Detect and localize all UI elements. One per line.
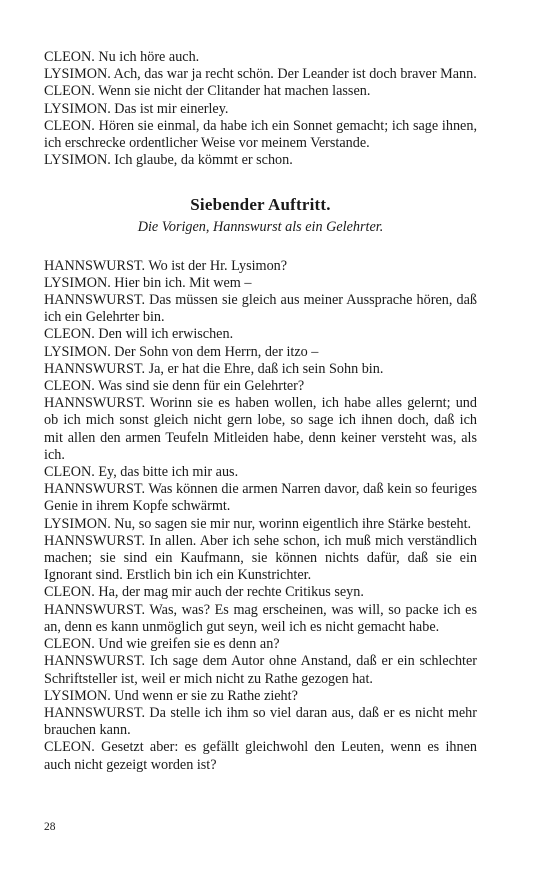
stage-direction: Die Vorigen, Hannswurst als ein Gelehrter. (137, 219, 384, 236)
dialogue-line: LYSIMON. Ich glaube, da kömmt er schon. (44, 152, 293, 169)
dialogue-line: LYSIMON. Der Sohn von dem Herrn, der itzo – (44, 343, 319, 360)
dialogue-line: HANNSWURST. Worinn sie es haben wollen, ich habe alles gelernt; und ob ich mich sonst gleich nicht gern lobe, so sage ich ihnen doch, daß ich mit allen den armen Teufeln Mitleiden habe, denn keiner versteht was, als ich. (44, 395, 477, 463)
dialogue-line: CLEON. Wenn sie nicht der Clitander hat machen lassen. (44, 83, 371, 100)
dialogue-line: LYSIMON. Das ist mir einerley. (44, 100, 229, 117)
scene-title: Siebender Auftritt. (190, 195, 331, 215)
dialogue-line: LYSIMON. Ach, das war ja recht schön. Der Leander ist doch braver Mann. (44, 66, 477, 83)
dialogue-line: CLEON. Hören sie einmal, da habe ich ein Sonnet gemacht; ich sage ihnen, ich erschrecke ordentlicher Weise vor meinem Verstande. (44, 117, 477, 152)
page-number: 28 (44, 821, 56, 833)
dialogue-block-1 (44, 49, 477, 169)
dialogue-line: LYSIMON. Nu, so sagen sie mir nur, worinn eigentlich ihre Stärke besteht. (44, 515, 472, 532)
dialogue-line: CLEON. Ey, das bitte ich mir aus. (44, 464, 239, 481)
dialogue-line: HANNSWURST. Wo ist der Hr. Lysimon? (44, 257, 288, 274)
page-body (44, 49, 477, 774)
dialogue-line: CLEON. Nu ich höre auch. (44, 49, 200, 65)
dialogue-line: HANNSWURST. Was können die armen Narren davor, daß kein so feuriges Genie in ihrem Kopfe schwärmt. (44, 481, 477, 515)
dialogue-line: CLEON. Gesetzt aber: es gefällt gleichwohl den Leuten, wenn es ihnen auch nicht gezeigt worden ist? (44, 739, 477, 773)
dialogue-line: HANNSWURST. Da stelle ich ihm so viel daran aus, daß er es nicht mehr brauchen kann. (44, 704, 477, 739)
dialogue-line: CLEON. Was sind sie denn für ein Gelehrter? (44, 378, 305, 395)
dialogue-line: HANNSWURST. Das müssen sie gleich aus meiner Aussprache hören, daß ich ein Gelehrter bin. (44, 292, 477, 326)
dialogue-line: CLEON. Ha, der mag mir auch der rechte Critikus seyn. (44, 584, 364, 601)
dialogue-line: HANNSWURST. In allen. Aber ich sehe schon, ich muß mich verständlich machen; sie sind ein Kaufmann, sie können nichts dafür, daß sie ein Ignorant sind. Erstlich bin ich ein Kunstrichter. (44, 532, 477, 584)
dialogue-line: HANNSWURST. Ja, er hat die Ehre, daß ich sein Sohn bin. (44, 360, 384, 377)
dialogue-line: CLEON. Den will ich erwischen. (44, 326, 234, 343)
dialogue-block-2 (44, 258, 477, 774)
dialogue-line: LYSIMON. Und wenn er sie zu Rathe zieht? (44, 687, 298, 704)
dialogue-line: HANNSWURST. Was, was? Es mag erscheinen, was will, so packe ich es an, denn es kann unmöglich gut seyn, weil ich es nicht gemacht habe. (44, 601, 477, 635)
dialogue-line: HANNSWURST. Ich sage dem Autor ohne Anstand, daß er ein schlechter Schriftsteller ist, weil er mich nicht zu Rathe gezogen hat. (44, 653, 477, 687)
dialogue-line: LYSIMON. Hier bin ich. Mit wem – (44, 274, 252, 291)
dialogue-line: CLEON. Und wie greifen sie es denn an? (44, 636, 280, 653)
